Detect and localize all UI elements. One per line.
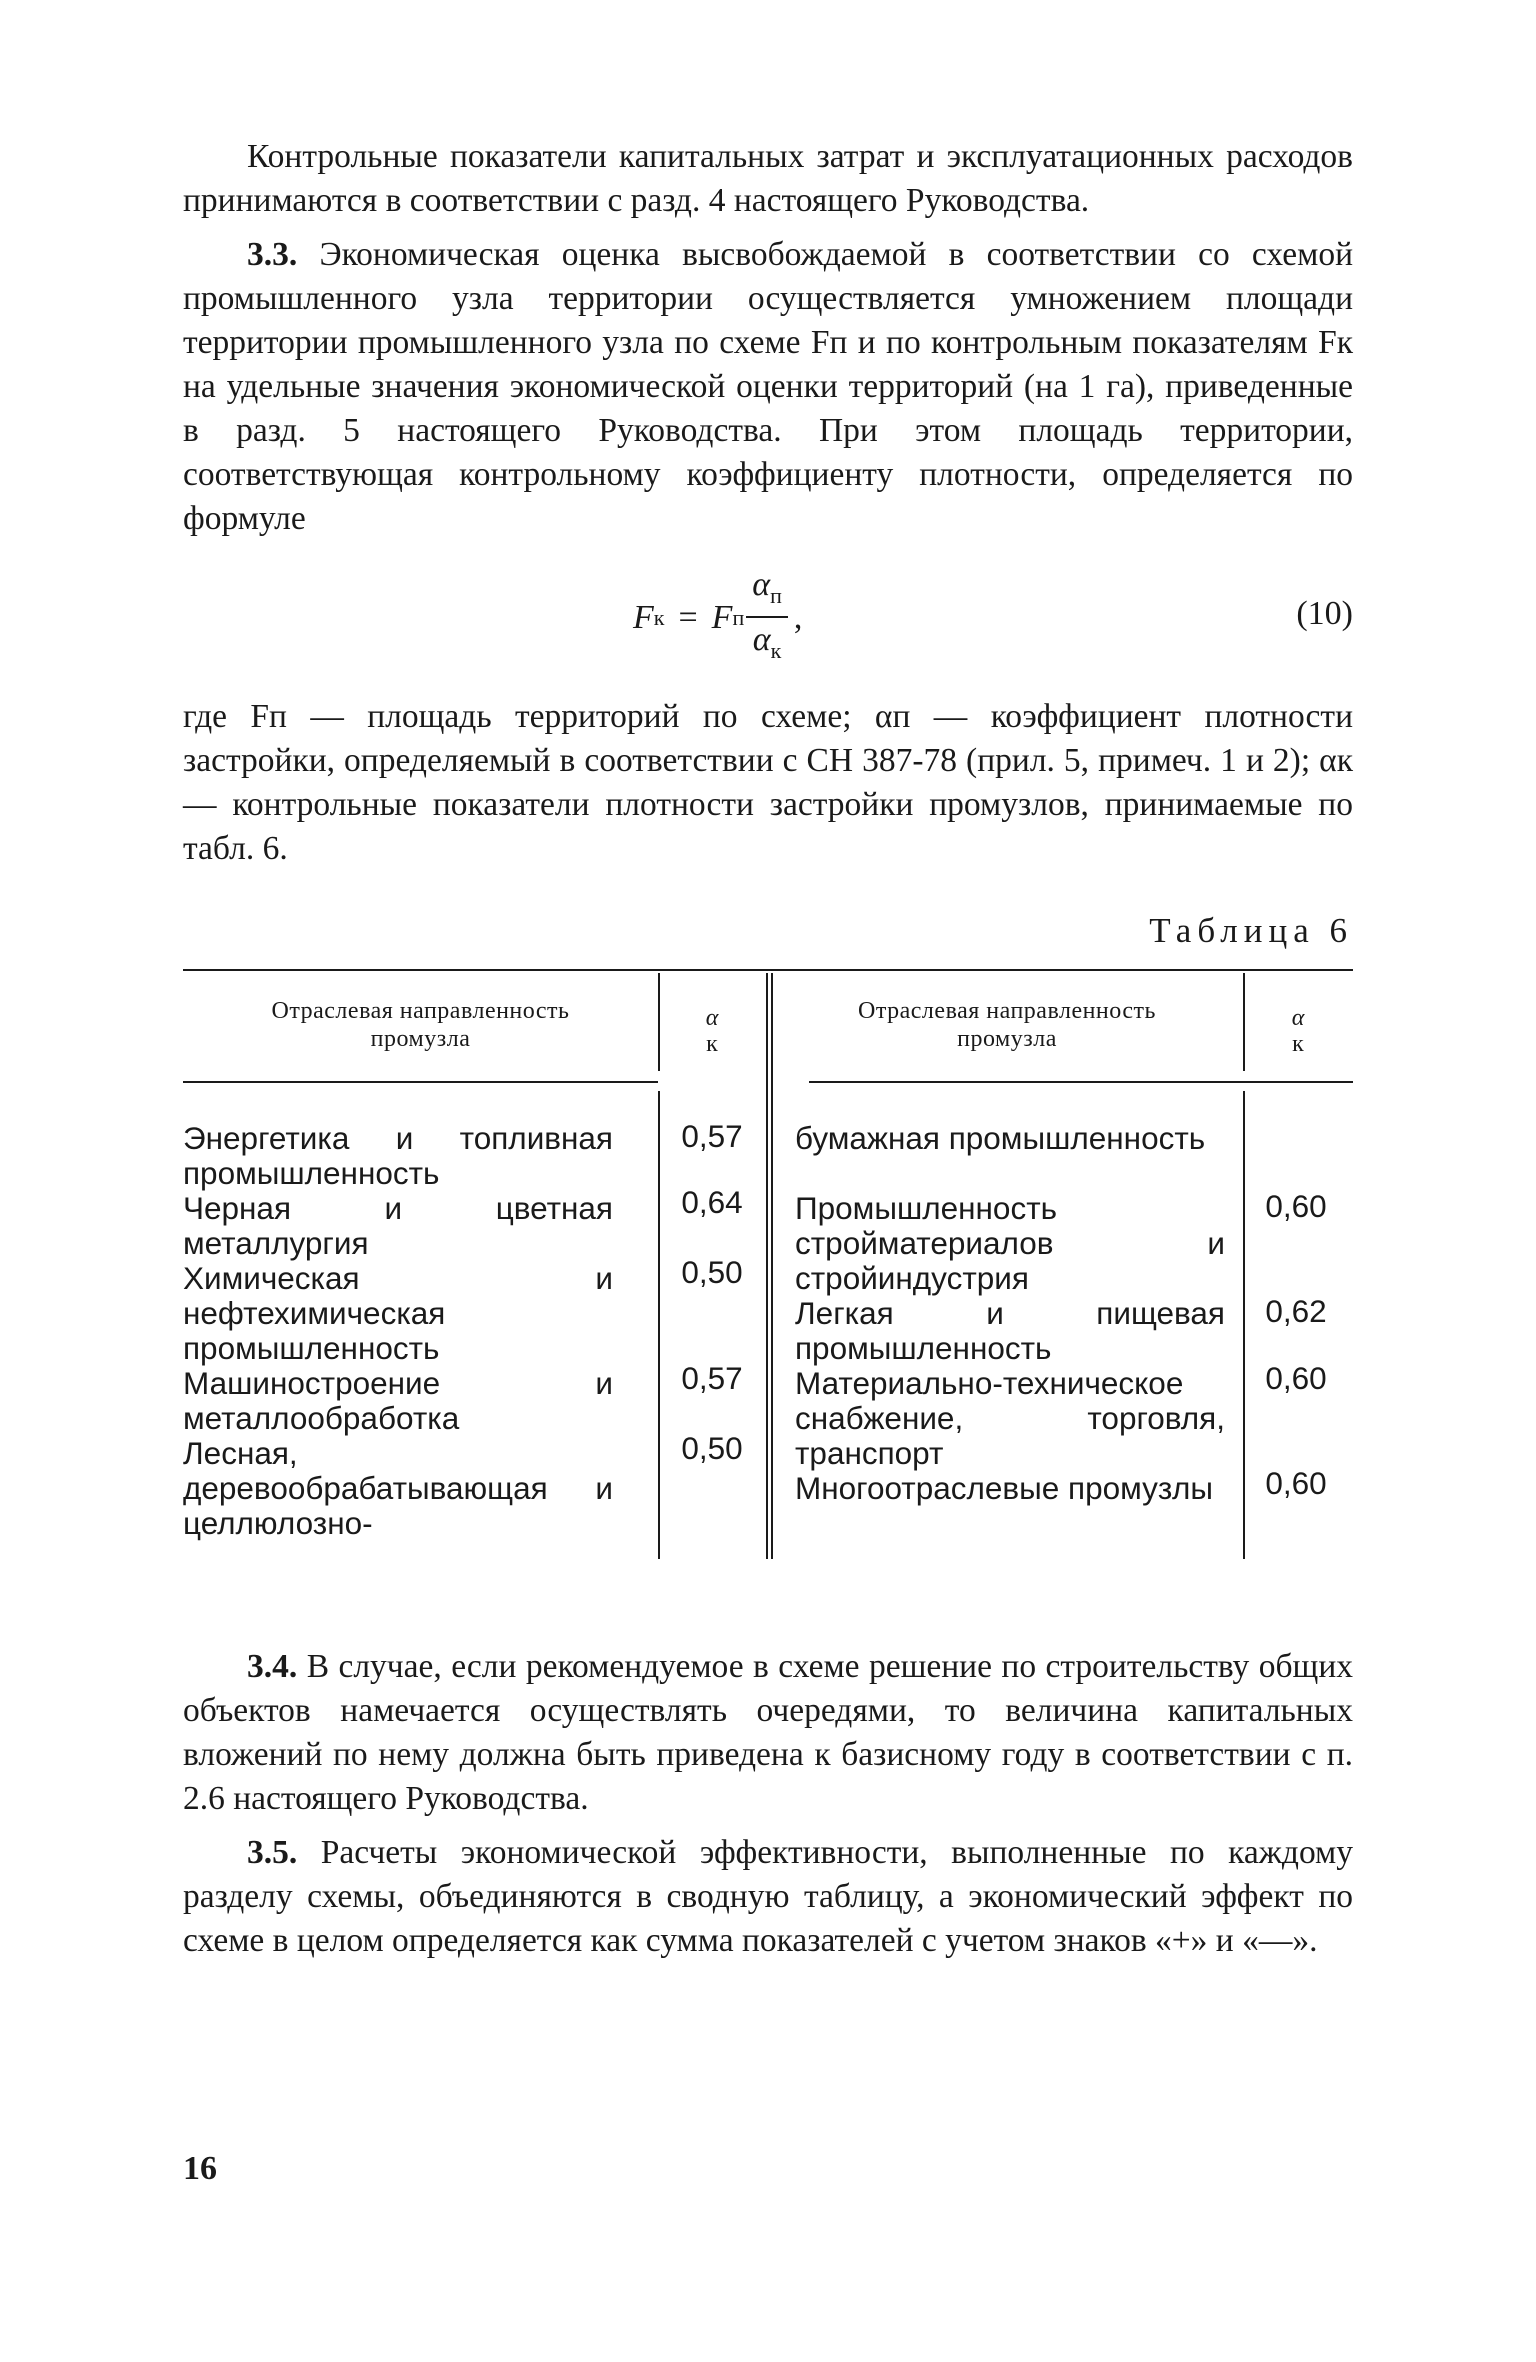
right-row-3-name: Легкая и пищевая промышленность [795,1295,1225,1366]
section-3-3-paragraph [183,233,1353,541]
formula-10 [183,557,1353,687]
right-row-1-value: 0,60 [1265,1188,1327,1224]
formula-fraction [746,565,788,671]
left-row-2-name: Черная и цветная металлургия [183,1190,613,1261]
formula-equals: = [678,598,698,636]
right-row-4-name: Материально-техническое снабжение, торговля, транспорт [795,1365,1225,1471]
left-row-1-name: Энергетика и топливная промышленность [183,1120,613,1191]
section-3-4-paragraph [183,1645,1353,1821]
table-top-rule [183,969,1353,971]
section-3-3-number: 3.3. [247,236,298,273]
table-header-rule-left [183,1081,658,1083]
right-row-1-name: бумажная промышленность [795,1120,1206,1156]
table-vline-1 [658,1091,660,1559]
table-vline-2b [771,973,773,1559]
left-row-3-name: Химическая и нефтехимическая промышленность [183,1260,613,1366]
page-body [183,135,1353,1963]
header-alpha-right: α к [1291,1005,1305,1057]
right-row-5-name: Многоотраслевые промузлы [795,1470,1214,1506]
formula-rhs-sub: п [732,604,745,630]
left-row-5-value: 0,50 [681,1430,743,1466]
header-alpha-left: α к [705,1005,719,1057]
intro-paragraph: Контрольные показатели капитальных затрат и эксплуатационных расходов принимаются в соответствии с разд. 4 настоящего Руководства. [183,138,1353,219]
right-row-3-value: 0,62 [1265,1293,1327,1329]
right-row-4-value: 0,60 [1265,1360,1327,1396]
table-vline-3 [1243,1091,1245,1559]
left-row-4-value: 0,57 [681,1360,743,1396]
header-branch-left: Отраслевая направленность промузла [271,998,570,1052]
section-3-4-text: В случае, если рекомендуемое в схеме решение по строительству общих объектов намечается осуществлять очередями, то величина капитальных вложений по нему должна быть приведена к базисному году в соответствии с п. 2.6 настоящего Руководства. [183,1648,1353,1817]
right-row-5-value: 0,60 [1265,1465,1327,1501]
formula-numerator: $\alpha_п$ [746,565,788,618]
right-row-2-name: Промышленность стройматериалов и стройиндустрия [795,1190,1225,1296]
left-row-2-value: 0,64 [681,1184,743,1220]
section-3-5-paragraph [183,1831,1353,1963]
left-row-5-name: Лесная, деревообрабатывающая и целлюлозно- [183,1435,613,1541]
left-row-1-value: 0,57 [681,1118,743,1154]
section-3-4-number: 3.4. [247,1648,298,1685]
section-3-5-number: 3.5. [247,1834,298,1871]
left-row-3-value: 0,50 [681,1254,743,1290]
table-title: Таблица 6 [1149,911,1353,950]
section-3-5-text: Расчеты экономической эффективности, выполненные по каждому разделу схемы, объединяются в сводную таблицу, а экономический эффект по схеме в целом определяется как сумма показателей с учетом знаков «+» и «—». [183,1834,1353,1959]
where-paragraph: где Fп — площадь территорий по схеме; αп — коэффициент плотности застройки, определяемый в соответствии с СН 387-78 (прил. 5, примеч. 1 и 2); αк — контрольные показатели плотности застройки промузлов, принимаемые по табл. 6. [183,698,1353,867]
header-branch-right: Отраслевая направленность промузла [858,998,1156,1052]
table-header-rule-right [809,1081,1353,1083]
formula-rhs: F [711,598,733,636]
section-3-3-text: Экономическая оценка высвобождаемой в соответствии со схемой промышленного узла территории осуществляется умножением площади территории промышленного узла по схеме Fп и по контрольным показателям Fк на удельные значения экономической оценки территорий (на 1 га), приведенные в разд. 5 настоящего Руководства. При этом площадь территории, соответствующая контрольному коэффициенту плотности, определяется по формуле [183,236,1354,537]
formula-number: (10) [1296,595,1353,632]
formula-expression: F к = F п $\frac{\alpha_п}{\alpha_к}$ , [633,565,802,671]
table-vline-2a [766,973,768,1559]
page-number: 16 [183,2150,217,2187]
formula-denominator: $\alpha_к$ [752,620,782,663]
table-6 [183,969,1353,1609]
left-row-4-name: Машиностроение и металлообработка [183,1365,613,1436]
formula-lhs-sub: к [653,604,665,630]
formula-lhs: F [633,598,654,636]
